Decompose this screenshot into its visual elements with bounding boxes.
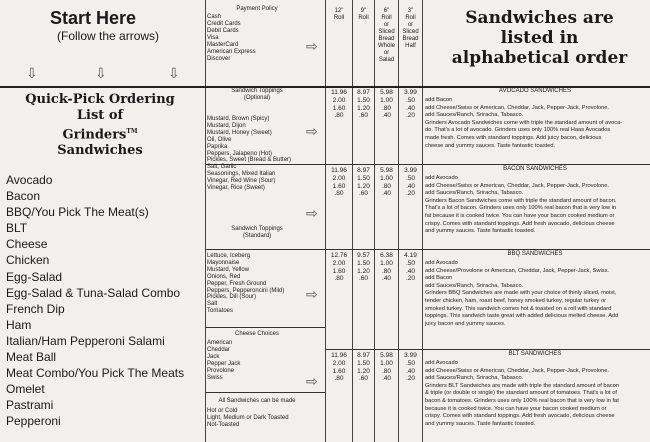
price-column: [399, 252, 422, 283]
topping-item: Vinegar, Red Wine (Sour): [207, 178, 276, 185]
col-header-text: or: [407, 22, 414, 28]
price-value: 11.96: [331, 89, 347, 96]
description-line: add Sauces/Ranch, Sriracha, Tabasco.: [425, 112, 524, 119]
price-value: .50: [405, 359, 416, 367]
sandwich-list-item: Cheese: [6, 237, 48, 252]
col-header-text: Salad: [378, 57, 395, 63]
start-here-title: Start Here: [50, 8, 137, 28]
price-value: .40: [381, 275, 392, 283]
cheese-item: Provolone: [207, 367, 235, 374]
description-line: add Bacon: [425, 97, 453, 103]
col-header-text: Roll: [358, 15, 369, 21]
col-header-text: 6": [383, 8, 390, 14]
price-value: .20: [405, 375, 416, 383]
topping-item: Salt: [207, 301, 218, 308]
topping-item: Mayonnaise: [207, 259, 240, 266]
price-value: .60: [358, 275, 369, 283]
right-title: Sandwiches are listed in alphabetical order: [451, 8, 628, 68]
topping-item: Vinegar, Rice (Sweet): [207, 185, 265, 192]
description-line: because it is cooked twice. You can have your bacon cooked medium or: [425, 405, 607, 412]
col-header-text: Sliced: [378, 29, 395, 35]
col-header-text: 12": [334, 8, 344, 14]
price-value: .50: [405, 259, 416, 267]
price-value: 1.20: [357, 182, 370, 190]
description-line: bacon & tomatoes. Grinders uses only 100% real bacon that is very low in fat: [425, 397, 619, 404]
topping-item: Oil, Olive: [207, 136, 232, 143]
description-line: crispy. Comes with standard toppings. Add fresh avocado, delicious cheese: [425, 220, 615, 227]
description-line: toppings. This sandwich taste great with added delicious melted cheese. Add: [425, 313, 619, 320]
price-value: 4.19: [404, 252, 417, 259]
price-value: .60: [358, 190, 369, 198]
col-header-text: or: [383, 22, 390, 28]
col-header-9in: [353, 8, 374, 22]
price-value: .50: [405, 96, 416, 104]
description-line: That's a lot of bacon. Grinders uses only 100% real bacon that is very low in: [425, 205, 617, 212]
description-line: add Avocado: [425, 175, 458, 181]
price-value: 1.50: [357, 174, 370, 182]
description-line: add Cheese/Swiss or American, Cheddar, Jack, Pepper-Jack, Provolone.: [425, 104, 609, 111]
description-line: add Sauces/Ranch, Sriracha, Tabasco.: [425, 375, 524, 382]
topping-item: Peppers, Jalapeno (Hot): [207, 150, 273, 157]
cheese-item: Jack: [207, 353, 220, 360]
price-value: 5.98: [380, 352, 393, 359]
sandwich-list-item: Avocado: [6, 173, 53, 187]
toppings-optional-header: Sandwich Toppings (Optional): [231, 88, 283, 101]
price-column: [353, 167, 374, 198]
topping-item: Peppers, Pepperoncini (Mild): [207, 287, 285, 294]
description-line: Grinders Avocado Sandwiches come with triple the standard amount of avoca-: [425, 119, 623, 126]
sandwich-list-item: BLT: [6, 221, 28, 236]
price-value: .80: [334, 275, 344, 283]
topping-item: Tomatoes: [207, 308, 234, 315]
price-value: 1.00: [380, 96, 393, 104]
price-column: [353, 352, 374, 383]
col-header-text: Roll: [405, 15, 416, 21]
price-column: [353, 89, 374, 120]
sandwich-list-item: Omelet: [6, 382, 45, 397]
sandwich-list-item: BBQ/You Pick The Meat(s): [6, 205, 149, 220]
price-value: .80: [381, 104, 392, 112]
toppings-standard-header: Sandwich Toppings (Standard): [231, 226, 283, 239]
start-here-subtitle: (Follow the arrows): [57, 29, 160, 43]
price-column: [375, 252, 398, 283]
description-line: Grinders Bacon Sandwiches come with triple the standard amount of bacon.: [425, 197, 617, 204]
topping-item: Seasonings, Mixed Italian: [207, 171, 276, 178]
arrow-right-icon: ⇨: [306, 38, 318, 54]
price-column: [375, 89, 398, 120]
col-header-text: Bread: [378, 36, 395, 42]
section-title: BBQ SANDWICHES: [507, 251, 563, 257]
divider: [205, 249, 650, 250]
price-column: [399, 352, 422, 383]
price-column: [399, 89, 422, 120]
made-option-item: Not-Toasted: [207, 421, 240, 428]
made-option-item: Light, Medium or Dark Toasted: [207, 414, 289, 421]
description-line: & triple (or double or single) the standard amount of tomatoes. That's a lot of: [425, 390, 617, 397]
sandwich-list-item: Egg-Salad & Tuna-Salad Combo: [6, 285, 181, 300]
price-value: 3.99: [404, 352, 417, 359]
payment-method: MasterCard: [207, 42, 239, 48]
description-line: do. That's a lot of avocado. Grinders uses only 100% real Haas Avocados: [425, 127, 611, 134]
col-header-text: 3": [407, 8, 414, 14]
price-column: [327, 252, 351, 283]
price-value: 8.97: [357, 167, 370, 174]
description-line: and yummy sauces. Taste fantastic toasted.: [425, 420, 536, 427]
section-description: [425, 260, 647, 328]
sandwich-list-item: Meat Combo/You Pick The Meats: [6, 366, 185, 381]
description-line: made fresh. Comes with standard toppings. Add juicy bacon, delicious: [425, 134, 602, 141]
price-value: .60: [358, 375, 369, 383]
description-line: add Sauces/Ranch, Sriracha, Tabasco.: [425, 190, 524, 197]
price-column: [327, 89, 351, 120]
price-value: 2.00: [332, 96, 346, 104]
price-column: [375, 167, 398, 198]
divider: [205, 327, 325, 328]
description-line: and yummy sauces. Taste fantastic toasted.: [425, 228, 536, 235]
sandwich-list-item: Ham: [6, 317, 32, 332]
description-line: fat because it is cooked twice. You can have your bacon cooked medium or: [425, 212, 615, 219]
price-value: .20: [405, 190, 416, 198]
price-value: 1.50: [357, 359, 370, 367]
topping-item: Pickles, Sweet (Bread & Butter): [207, 157, 292, 164]
description-line: add Cheese/Provolone or American, Cheddar, Jack, Pepper-Jack, Swiss.: [425, 267, 609, 274]
price-value: 9.57: [357, 252, 370, 259]
price-value: 1.50: [357, 96, 370, 104]
sandwich-list-item: Meat Ball: [6, 350, 57, 365]
price-value: 1.60: [332, 267, 346, 275]
topping-item: Mustard, Honey (Sweet): [207, 129, 272, 136]
price-column: [375, 352, 398, 383]
price-column: [399, 167, 422, 198]
price-value: 3.99: [404, 89, 417, 96]
description-line: Grinders BLT Sandwiches are made with triple the standard amount of bacon: [425, 382, 619, 389]
sandwich-list-item: Bacon: [6, 189, 41, 204]
section-description: [425, 97, 647, 150]
col-header-text: Roll: [381, 15, 392, 21]
col-header-text: Bread: [402, 36, 419, 42]
made-options-list: [207, 408, 307, 429]
price-value: .40: [405, 182, 416, 190]
topping-item: Pickles, Dill (Sour): [207, 294, 257, 301]
arrow-down-icon: ⇩: [26, 65, 38, 81]
payment-method: Cash: [207, 14, 222, 20]
price-value: 1.20: [357, 367, 370, 375]
section-description: [425, 175, 647, 236]
made-options-header: All Sandwiches can be made: [218, 398, 296, 404]
price-value: 11.96: [331, 352, 347, 359]
col-header-12in: [327, 8, 351, 22]
description-line: add Bacon: [425, 275, 453, 282]
price-value: 1.20: [357, 267, 370, 275]
payment-method: American Express: [207, 49, 256, 55]
toppings-standard-list: [207, 253, 307, 315]
section-description: [425, 360, 647, 428]
price-value: .80: [381, 367, 392, 375]
col-header-text: Roll: [333, 15, 345, 21]
price-value: .40: [381, 375, 392, 383]
section-title: BLT SANDWICHES: [508, 351, 562, 357]
cheese-choices-header: Cheese Choices: [234, 331, 280, 337]
sandwich-list-item: Egg-Salad: [6, 269, 63, 284]
price-value: 6.38: [380, 252, 393, 259]
price-column: [327, 352, 351, 383]
arrow-right-icon: ⇨: [306, 373, 318, 389]
price-value: .20: [405, 275, 416, 283]
price-value: .80: [334, 112, 344, 120]
sandwich-list: [6, 172, 206, 430]
description-line: add Avocado: [425, 260, 458, 266]
price-column: [327, 167, 351, 198]
price-value: .80: [334, 375, 344, 383]
description-line: smoked turkey. This sandwich comes hot & toasted on a roll with standard: [425, 305, 612, 312]
quick-pick-title: Quick-Pick Ordering List of Grinders™ Sandwiches: [25, 92, 175, 159]
description-line: Grinders BBQ Sandwiches are made with your choice of thinly sliced, moist,: [425, 290, 617, 297]
payment-method: Discover: [207, 56, 231, 62]
description-line: add Cheese/Swiss or American, Cheddar, Jack, Pepper-Jack, Provolone.: [425, 367, 609, 374]
col-header-text: Sliced: [402, 29, 419, 35]
sandwich-list-item: Pepperoni: [6, 414, 61, 429]
price-value: .40: [405, 104, 416, 112]
col-header-6in: [375, 8, 398, 64]
col-header-3in: [399, 8, 422, 50]
price-value: .40: [405, 267, 416, 275]
payment-method: Visa: [207, 35, 219, 41]
description-line: juicy bacon and yummy sauces.: [425, 320, 506, 327]
arrow-down-icon: ⇩: [168, 65, 180, 81]
payment-method: Debit Cards: [207, 28, 239, 34]
col-header-text: Half: [405, 43, 416, 49]
price-value: .20: [405, 112, 416, 120]
col-header-text: or: [383, 50, 390, 56]
arrow-right-icon: ⇨: [306, 286, 318, 302]
price-value: 1.60: [332, 182, 346, 190]
price-value: .40: [381, 190, 392, 198]
arrow-down-icon: ⇩: [95, 65, 107, 81]
cheese-item: Pepper Jack: [207, 360, 241, 367]
sandwich-list-item: Chicken: [6, 253, 50, 268]
col-header-text: 9": [360, 8, 367, 14]
topping-item: Mustard, Yellow: [207, 266, 250, 273]
description-line: add Cheese/Swiss or American, Cheddar, Jack, Pepper-Jack, Provolone.: [425, 182, 609, 189]
divider: [325, 349, 650, 350]
price-value: 1.60: [332, 104, 346, 112]
topping-item: Lettuce, Iceberg: [207, 253, 251, 259]
topping-item: Mustard, Dijon: [207, 122, 246, 129]
price-column: [353, 252, 374, 283]
description-line: tender chicken, ham, roast beef, honey smoked turkey, regular turkey or: [425, 297, 607, 304]
price-value: 11.96: [331, 167, 347, 174]
price-value: 1.00: [380, 174, 393, 182]
description-line: add Avocado: [425, 360, 458, 366]
payment-method: Credit Cards: [207, 21, 241, 27]
price-value: 2.00: [332, 259, 346, 267]
section-title: BACON SANDWICHES: [503, 166, 567, 172]
topping-item: Salt, Garlic: [207, 164, 237, 171]
price-value: 1.50: [357, 259, 370, 267]
topping-item: Onions, Red: [207, 273, 241, 280]
price-value: .80: [381, 267, 392, 275]
topping-item: Pepper, Fresh Ground: [207, 280, 267, 287]
price-value: .80: [381, 182, 392, 190]
topping-item: Paprika: [207, 143, 228, 150]
made-option-item: Hot or Cold: [207, 408, 238, 414]
description-line: add Sauces/Ranch, Sriracha, Tabasco.: [425, 282, 524, 289]
divider: [422, 0, 423, 442]
section-title: AVOCADO SANDWICHES: [499, 88, 571, 94]
price-value: 1.00: [380, 359, 393, 367]
price-value: 3.99: [404, 167, 417, 174]
price-value: .60: [358, 112, 369, 120]
divider: [325, 0, 326, 442]
cheese-choices-list: [207, 340, 307, 381]
price-value: 5.98: [380, 167, 393, 174]
price-value: 1.00: [380, 259, 393, 267]
cheese-item: American: [207, 340, 233, 346]
arrow-right-icon: ⇨: [306, 205, 318, 221]
payment-policy: [207, 6, 307, 63]
price-value: 5.98: [380, 89, 393, 96]
toppings-optional-list: [207, 116, 307, 192]
price-value: 1.60: [332, 367, 346, 375]
price-value: .50: [405, 174, 416, 182]
sandwich-list-item: French Dip: [6, 301, 65, 316]
price-value: 12.76: [330, 252, 348, 259]
price-value: .40: [381, 112, 392, 120]
price-value: 1.20: [357, 104, 370, 112]
description-line: cheese and yummy sauces. Taste fantastic toasted.: [425, 142, 556, 149]
cheese-item: Cheddar: [207, 346, 231, 353]
sandwich-list-item: Italian/Ham Pepperoni Salami: [6, 333, 165, 348]
payment-policy-title: Payment Policy: [236, 6, 278, 12]
price-value: 8.97: [357, 352, 370, 359]
arrow-right-icon: ⇨: [306, 123, 318, 139]
price-value: 8.97: [357, 89, 370, 96]
divider: [205, 392, 325, 393]
price-value: 2.00: [332, 174, 346, 182]
topping-item: Mustard, Brown (Spicy): [207, 116, 270, 122]
price-value: .40: [405, 367, 416, 375]
description-line: crispy. Comes with standard toppings. Add fresh avocado, delicious cheese: [425, 413, 615, 420]
price-value: .80: [334, 190, 344, 198]
cheese-item: Swiss: [207, 374, 223, 381]
sandwich-list-item: Pastrami: [6, 398, 54, 413]
col-header-text: Whole: [377, 43, 395, 49]
price-value: 2.00: [332, 359, 346, 367]
